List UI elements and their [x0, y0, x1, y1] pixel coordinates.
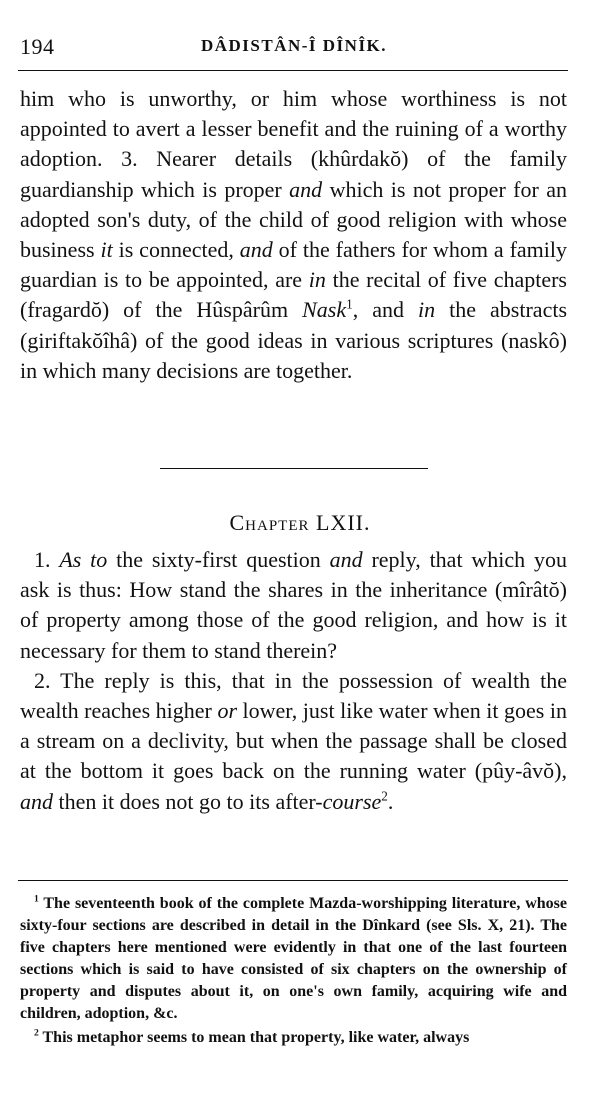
section-divider — [160, 468, 428, 469]
page-header — [20, 28, 568, 68]
footnote-rule — [18, 880, 568, 881]
running-title: DÂDISTÂN-Î DÎNÎK. — [200, 36, 388, 55]
footnote-1: $^1$ The seventeenth book of the complete Mazda-worshipping literature, whose sixty-four sections are described in detail in the Dînkard (see Sls. X, 21). The five chapters here mentioned were evidently in that one of the last fourteen sections which is said to have consisted of six chapters on the ownership of property and disputes about it, on one's own family, acquiring wife and children, adoption, &c. — [20, 893, 567, 1022]
nask-term: Nask — [302, 297, 347, 323]
paragraph: him who is unworthy, or him whose worthiness is not appointed to avert a lesser benefit and the ruining of a worthy adoption. 3. Nearer details (khûrdakŏ) of the family guardianship which is proper and which is not proper for an adopted son's duty, of the child of good religion with whose business it is connected, and of the fathers for whom a family guardian is to be appointed, are in the recital of five chapters (fragardŏ) of the Hûspârûm Nask$^1$, and in the abstracts (giriftakŏîhâ) of the good ideas in various scriptures (naskô) in which many decisions are together. — [20, 86, 568, 383]
continued-paragraph — [20, 84, 567, 386]
chapter-title: Chapter LXII. — [229, 510, 371, 535]
header-rule — [18, 70, 568, 71]
question-paragraph: 1. As to the sixty-first question and reply, that which you ask is thus: How stand the shares in the inheritance (mîrâtŏ) of property among those of the good religion, and how is it necessary for them to stand therein? — [20, 547, 567, 663]
page-number: 194 — [20, 34, 55, 59]
footnote-ref-1: 1 — [346, 297, 353, 313]
footnotes — [20, 893, 567, 1049]
reply-paragraph: 2. The reply is this, that in the possession of wealth the wealth reaches higher or lower, just like water when it goes in a stream on a declivity, but when the passage shall be closed at the bottom it goes back on the running water (pûy-âvŏ), and then it does not go to its after-course$^2$. — [20, 667, 568, 814]
footnote-2: $^2$ This metaphor seems to mean that property, like water, always — [34, 1027, 470, 1046]
chapter-body — [20, 545, 567, 817]
footnote-ref-2: 2 — [381, 788, 388, 804]
